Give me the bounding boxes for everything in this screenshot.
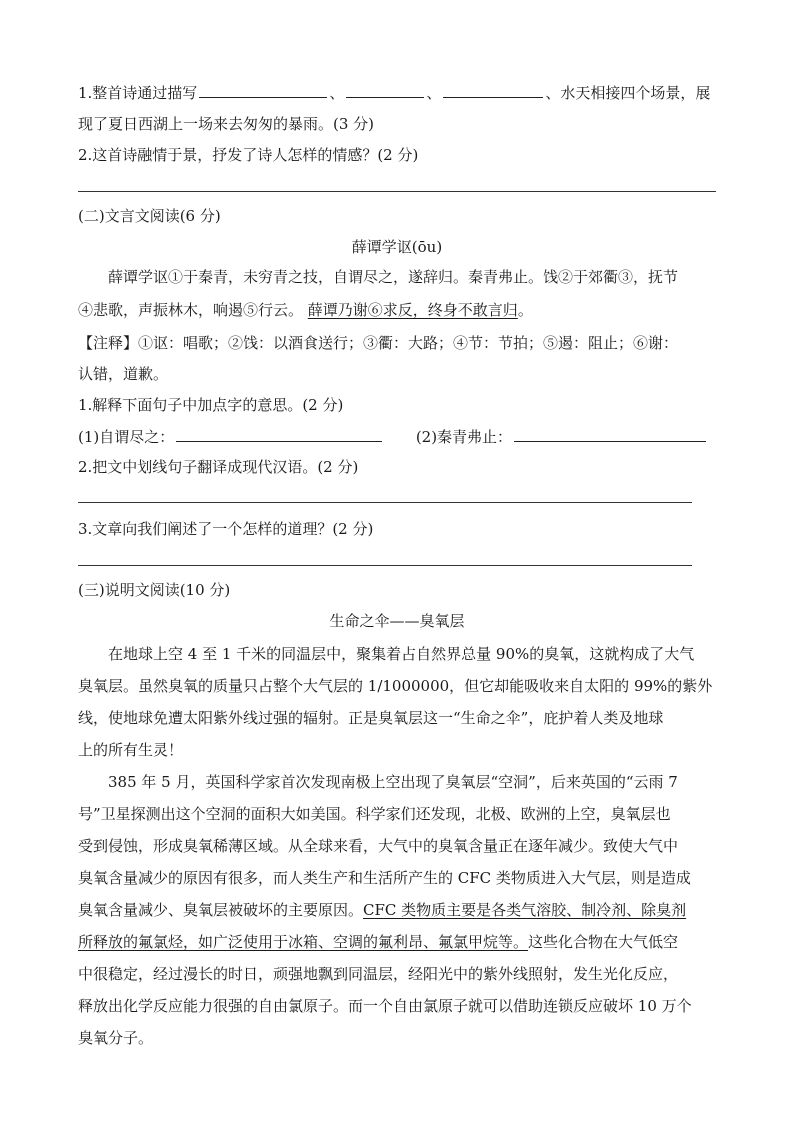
passage-line: 臭氧含量减少的原因有很多，而人类生产和生活所产生的 CFC 类物质进入大气层，则是造成 <box>78 869 691 887</box>
passage-paragraph-cont <box>78 300 533 320</box>
passage-line <box>78 900 686 920</box>
underlined-sentence: 所释放的氟氯烃，如广泛使用于冰箱、空调的氟利昂、氟氯甲烷等。 <box>78 933 529 951</box>
answer-blank[interactable] <box>514 426 706 442</box>
classical-question-2: 2.把文中划线句子翻译成现代汉语。(2 分) <box>78 458 359 476</box>
passage-text: 这些化合物在大气低空 <box>528 933 679 951</box>
question-text: 1.整首诗通过描写 <box>78 84 198 102</box>
sub-question: (2)秦青弗止： <box>415 428 513 446</box>
passage-line: 臭氧分子。 <box>78 1029 154 1047</box>
passage-line: 在地球上空 4 至 1 千米的同温层中，聚集着占自然界总量 90%的臭氧，这就构成了大气 <box>108 645 695 663</box>
answer-line[interactable] <box>78 191 716 192</box>
answer-blank[interactable] <box>346 82 424 98</box>
passage-line: 释放出化学反应能力很强的自由氯原子。而一个自由氯原子就可以借助连锁反应破坏 10 万个 <box>78 997 692 1015</box>
passage-text: 臭氧含量减少、臭氧层被破坏的主要原因。 <box>78 901 364 919</box>
separator: 、 <box>426 84 442 102</box>
passage-line: 号”卫星探测出这个空洞的面积大如美国。科学家们还发现，北极、欧洲的上空，臭氧层也 <box>78 805 671 823</box>
underlined-sentence: CFC 类物质主要是各类气溶胶、制冷剂、除臭剂 <box>363 901 687 919</box>
poem-question-2: 2.这首诗融情于景，抒发了诗人怎样的情感？(2 分) <box>78 146 419 164</box>
question-text: 、水天相接四个场景，展 <box>545 84 711 102</box>
passage-line: 线，使地球免遭太阳紫外线过强的辐射。正是臭氧层这一“生命之伞”，庇护着人类及地球 <box>78 709 664 727</box>
passage-line: 受到侵蚀，形成臭氧稀薄区域。从全球来看，大气中的臭氧含量正在逐年减少。致使大气中 <box>78 837 679 855</box>
poem-question-1-cont: 现了夏日西湖上一场来去匆匆的暴雨。(3 分) <box>78 115 375 133</box>
section-heading: (二)文言文阅读(6 分) <box>78 207 221 225</box>
answer-blank[interactable] <box>199 82 327 98</box>
passage-paragraph: 薛谭学讴①于秦青，未穷青之技，自谓尽之，遂辞归。秦青弗止。饯②于郊衢③，抚节 <box>108 268 679 286</box>
passage-line: 385 年 5 月，英国科学家首次发现南极上空出现了臭氧层“空洞”，后来英国的“云雨 7 <box>108 773 678 791</box>
passage-title: 薛谭学讴(ōu) <box>351 238 443 256</box>
annotation-cont: 认错，道歉。 <box>78 365 169 383</box>
passage-line: 上的所有生灵！ <box>78 741 184 759</box>
passage-text: 。 <box>517 301 533 319</box>
answer-blank[interactable] <box>443 82 543 98</box>
passage-line <box>78 932 678 952</box>
poem-question-1 <box>78 82 710 103</box>
answer-blank[interactable] <box>176 426 382 442</box>
answer-line[interactable] <box>78 565 692 566</box>
passage-line: 中很稳定，经过漫长的时日，顽强地飘到同温层，经阳光中的紫外线照射，发生光化反应， <box>78 965 679 983</box>
passage-text: ④悲歌，声振林木，响遏⑤行云。 <box>78 301 304 319</box>
classical-question-1: 1.解释下面句子中加点字的意思。(2 分) <box>78 396 344 414</box>
classical-question-3: 3.文章向我们阐述了一个怎样的道理？(2 分) <box>78 520 374 538</box>
underlined-sentence: 薛谭乃谢⑥求反，终身不敢言归 <box>307 301 518 319</box>
answer-line[interactable] <box>78 502 692 503</box>
passage-line: 臭氧层。虽然臭氧的质量只占整个大气层的 1/1000000，但它却能吸收来自太阳的 99%的紫外 <box>78 677 713 695</box>
sub-question: (1)自谓尽之： <box>78 428 175 446</box>
classical-question-1-items <box>78 426 708 447</box>
passage-title: 生命之伞——臭氧层 <box>329 612 465 630</box>
annotation: 【注释】①讴：唱歌；②饯：以酒食送行；③衢：大路；④节：节拍；⑤遏：阻止；⑥谢： <box>78 334 679 352</box>
separator: 、 <box>329 84 345 102</box>
section-heading: (三)说明文阅读(10 分) <box>78 581 231 599</box>
